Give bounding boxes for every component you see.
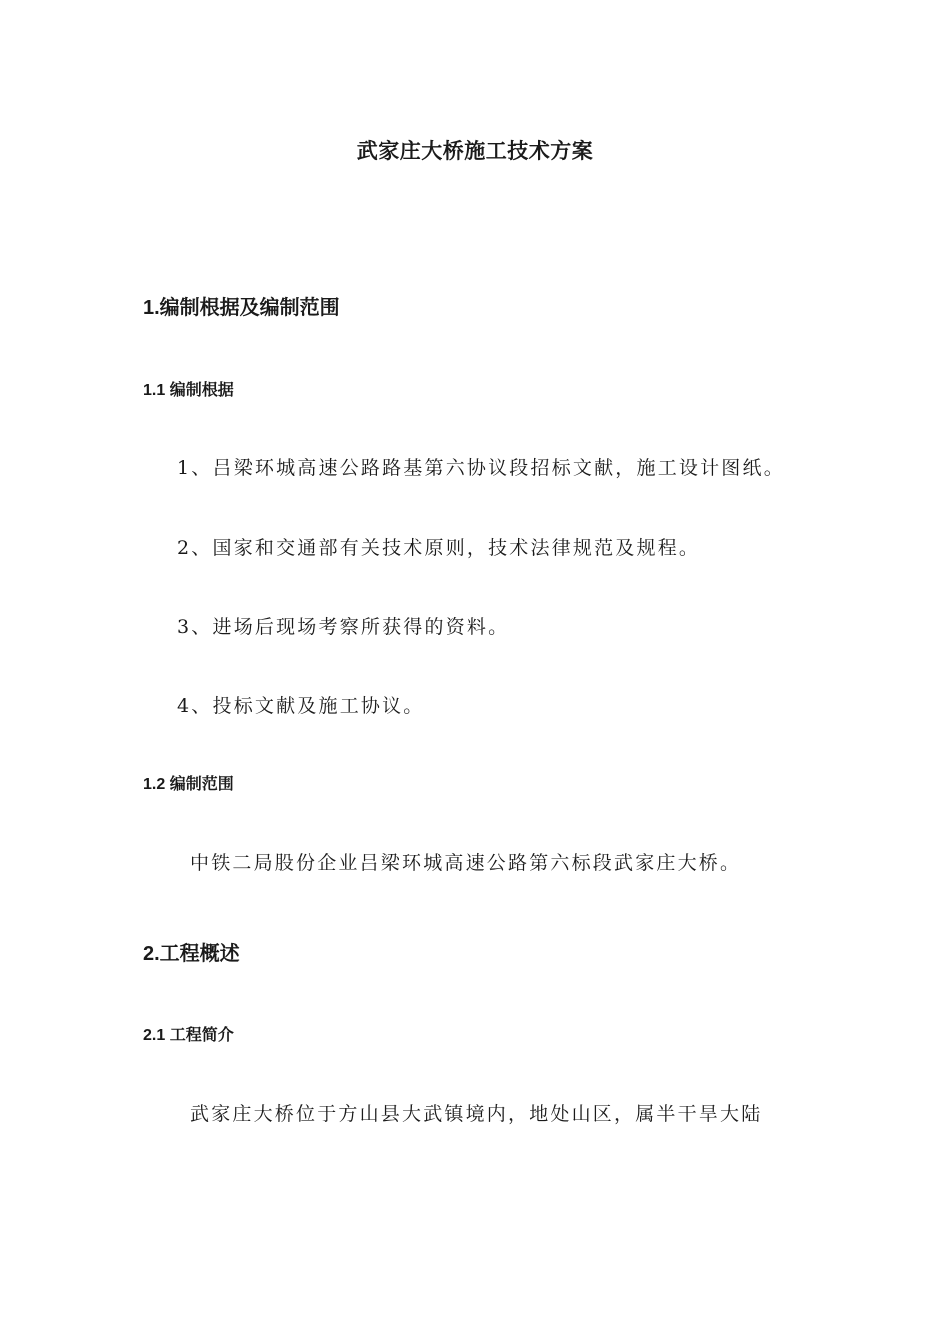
list-item: 2、国家和交通部有关技术原则，技术法律规范及规程。 (177, 537, 701, 559)
paragraph: 中铁二局股份企业吕梁环城高速公路第六标段武家庄大桥。 (190, 852, 742, 874)
subsection-heading-1-1: 1.1 编制根据 (143, 382, 234, 399)
list-item: 4、投标文献及施工协议。 (177, 695, 425, 717)
list-item: 1、吕梁环城高速公路路基第六协议段招标文献，施工设计图纸。 (177, 457, 785, 479)
section-heading-1: 1.编制根据及编制范围 (143, 297, 340, 319)
list-item: 3、进场后现场考察所获得的资料。 (177, 616, 510, 638)
document-title: 武家庄大桥施工技术方案 (356, 140, 594, 163)
paragraph: 武家庄大桥位于方山县大武镇境内，地处山区，属半干旱大陆 (190, 1103, 763, 1125)
subsection-heading-1-2: 1.2 编制范围 (143, 776, 234, 793)
section-heading-2: 2.工程概述 (143, 943, 240, 965)
subsection-heading-2-1: 2.1 工程简介 (143, 1027, 234, 1044)
